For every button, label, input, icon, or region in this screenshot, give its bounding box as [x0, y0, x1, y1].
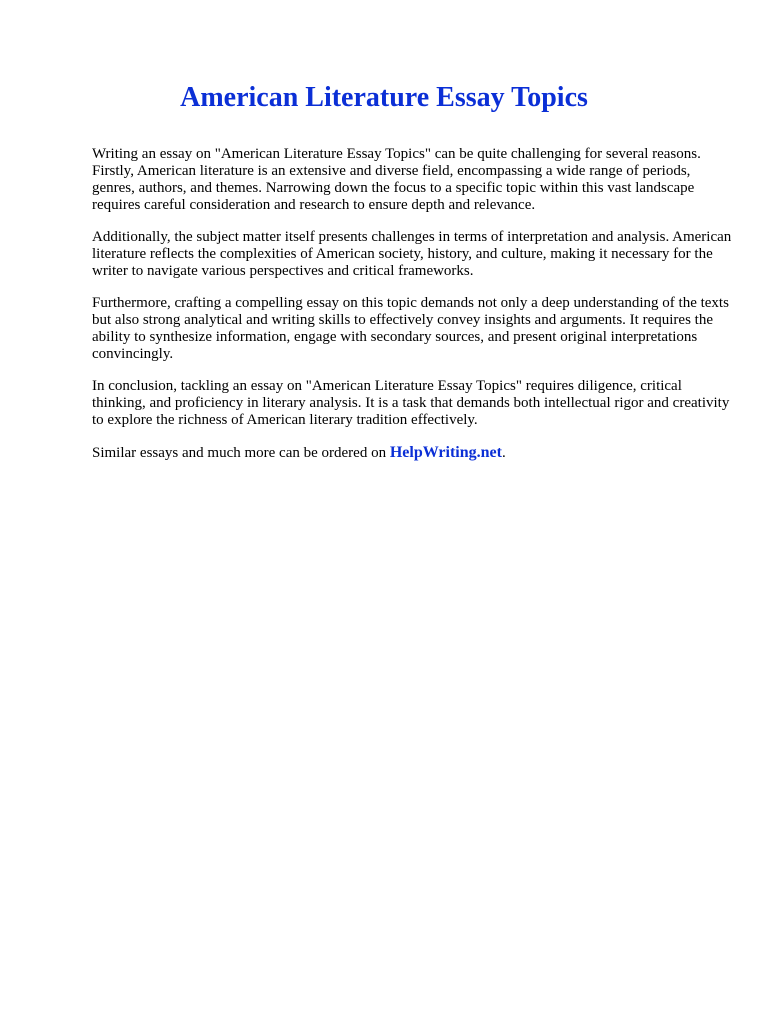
paragraph-2: Additionally, the subject matter itself presents challenges in terms of interpretation and analysis. American literature reflects the complexities of American society, history, and culture, making it necessary for the writer to navigate various perspectives and critical frameworks.: [92, 229, 732, 279]
document-body: [92, 146, 732, 477]
order-line: [92, 444, 732, 462]
document-title: American Literature Essay Topics: [180, 82, 588, 113]
order-line-prefix: Similar essays and much more can be ordered on: [92, 445, 387, 461]
helpwriting-link[interactable]: HelpWriting.net: [389, 444, 502, 461]
paragraph-1: Writing an essay on "American Literature Essay Topics" can be quite challenging for several reasons. Firstly, American literature is an extensive and diverse field, encompassing a wide range of periods, genres, authors, and themes. Narrowing down the focus to a specific topic within this vast landscape requires careful consideration and research to ensure depth and relevance.: [92, 146, 701, 213]
order-line-suffix: .: [501, 445, 506, 461]
paragraph-3: Furthermore, crafting a compelling essay on this topic demands not only a deep understanding of the texts but also strong analytical and writing skills to effectively convey insights and arguments. It requires the ability to synthesize information, engage with secondary sources, and present original interpretations convincingly.: [92, 295, 729, 362]
paragraph-4: In conclusion, tackling an essay on "American Literature Essay Topics" requires diligence, critical thinking, and proficiency in literary analysis. It is a task that demands both intellectual rigor and creativity to explore the richness of American literary tradition effectively.: [92, 378, 730, 428]
